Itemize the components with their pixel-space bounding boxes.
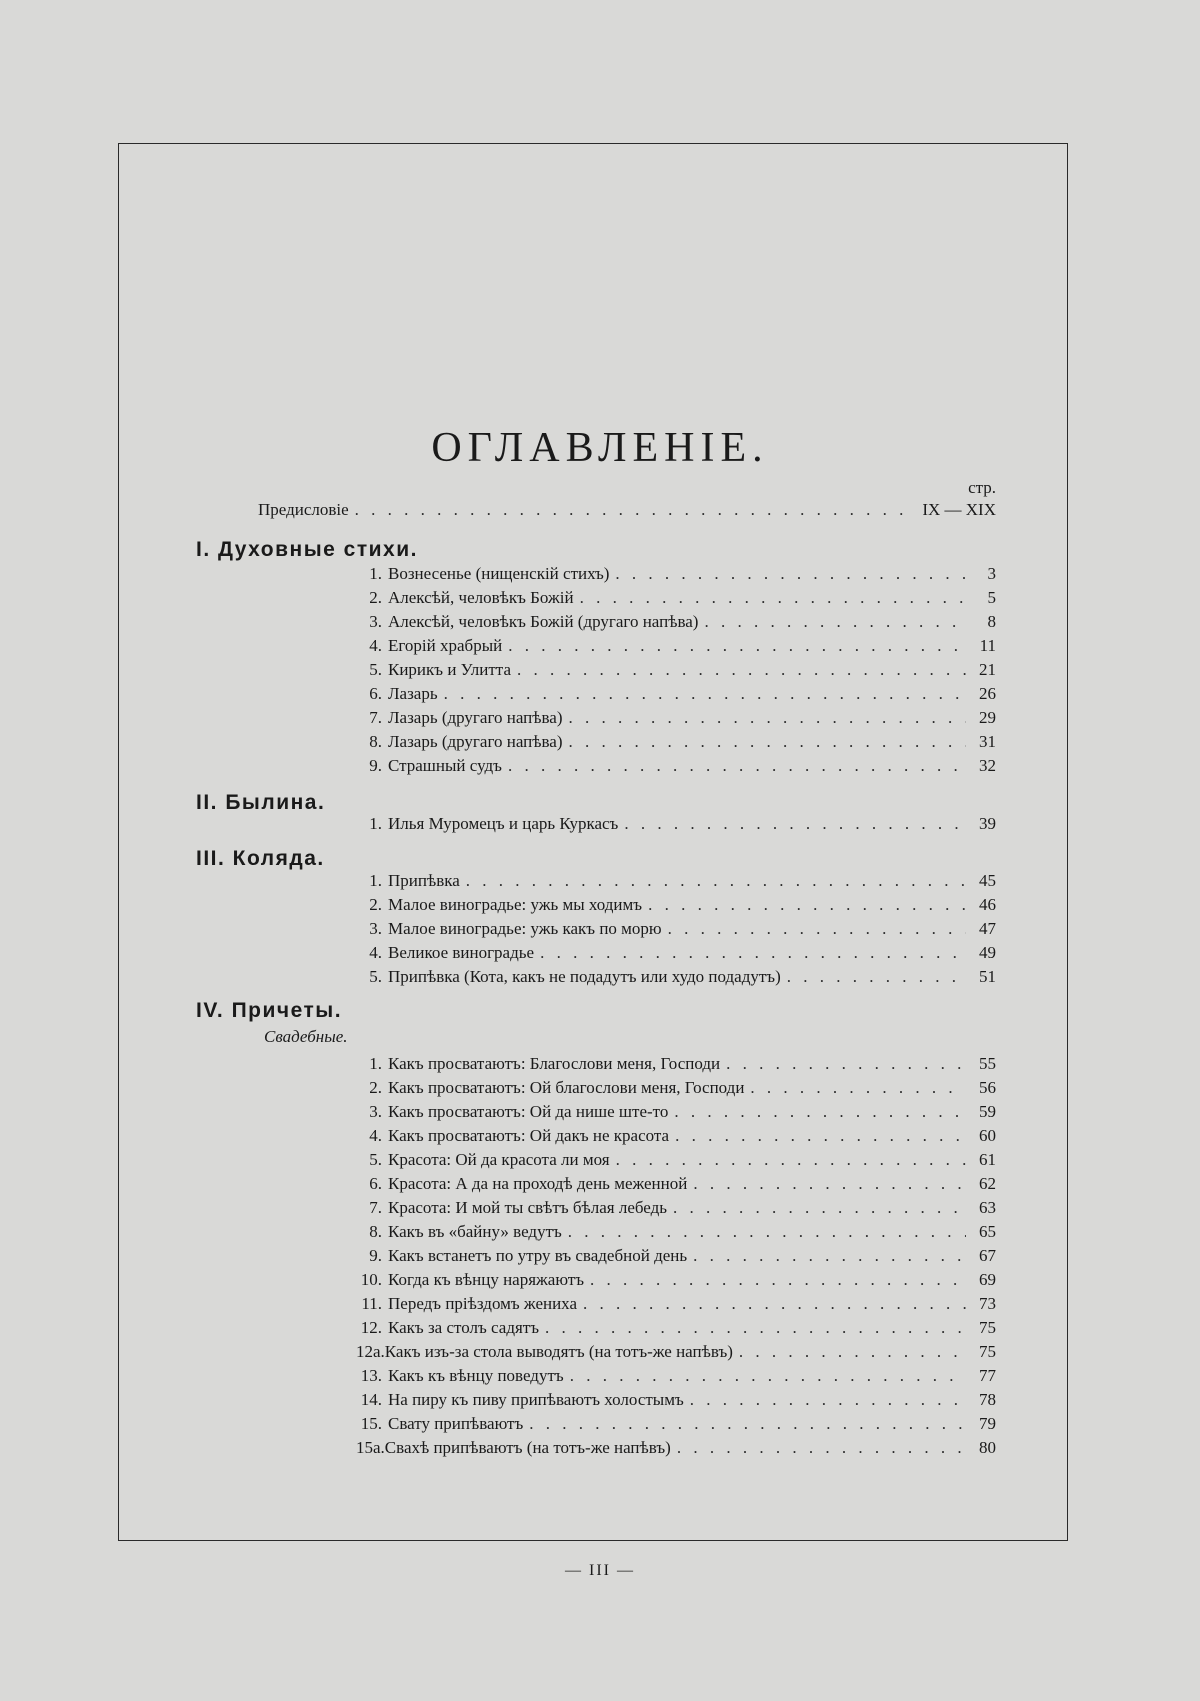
entry-page: 73 bbox=[979, 1294, 996, 1313]
entry-number: 5. bbox=[369, 967, 382, 986]
dot-leader bbox=[355, 499, 917, 521]
dot-leader bbox=[677, 1436, 966, 1460]
entry-number: 12а. bbox=[356, 1342, 385, 1361]
preface-entry bbox=[258, 499, 996, 521]
entry-number: 11. bbox=[361, 1294, 382, 1313]
dot-leader bbox=[590, 1268, 966, 1292]
dot-leader bbox=[580, 586, 966, 610]
dot-leader bbox=[624, 812, 966, 836]
dot-leader bbox=[693, 1244, 966, 1268]
toc-entry bbox=[356, 730, 996, 754]
entry-page: 65 bbox=[979, 1222, 996, 1241]
section-1-entries bbox=[356, 562, 996, 778]
toc-entry bbox=[356, 1148, 996, 1172]
entry-title: Красота: А да на проходѣ день меженной bbox=[388, 1174, 688, 1193]
dot-leader bbox=[693, 1172, 966, 1196]
section-heading-3: III. Коляда. bbox=[196, 847, 325, 870]
entry-title: Какъ изъ-за стола выводятъ (на тотъ-же напѣвъ) bbox=[384, 1342, 733, 1361]
toc-entry bbox=[356, 706, 996, 730]
entry-page: 47 bbox=[979, 919, 996, 938]
entry-page: 5 bbox=[987, 588, 996, 607]
entry-number: 7. bbox=[369, 1198, 382, 1217]
entry-title: Красота: Ой да красота ли моя bbox=[388, 1150, 610, 1169]
dot-leader bbox=[466, 869, 966, 893]
entry-title: Илья Муромецъ и царь Куркасъ bbox=[388, 814, 619, 833]
entry-page: 75 bbox=[979, 1318, 996, 1337]
entry-title: Красота: И мой ты свѣтъ бѣлая лебедь bbox=[388, 1198, 668, 1217]
toc-entry bbox=[356, 1340, 996, 1364]
entry-page: 62 bbox=[979, 1174, 996, 1193]
entry-number: 5. bbox=[369, 660, 382, 679]
entry-page: 56 bbox=[979, 1078, 996, 1097]
dot-leader bbox=[704, 610, 966, 634]
dot-leader bbox=[787, 965, 966, 989]
entry-number: 10. bbox=[360, 1270, 382, 1289]
dot-leader bbox=[668, 917, 966, 941]
subsection-heading: Свадебные. bbox=[264, 1027, 348, 1046]
entry-page: 59 bbox=[979, 1102, 996, 1121]
entry-title: Припѣвка (Кота, какъ не подадутъ или худо подадутъ) bbox=[388, 967, 781, 986]
section-4-entries bbox=[356, 1052, 996, 1460]
toc-entry bbox=[356, 965, 996, 989]
entry-title: Какъ просватаютъ: Ой благослови меня, Господи bbox=[388, 1078, 745, 1097]
entry-page: 55 bbox=[979, 1054, 996, 1073]
entry-number: 3. bbox=[369, 612, 382, 631]
dot-leader bbox=[545, 1316, 966, 1340]
entry-number: 2. bbox=[369, 895, 382, 914]
entry-number: 13. bbox=[360, 1366, 382, 1385]
toc-entry bbox=[356, 1244, 996, 1268]
entry-page: 32 bbox=[979, 756, 996, 775]
dot-leader bbox=[569, 730, 967, 754]
entry-page: 60 bbox=[979, 1126, 996, 1145]
dot-leader bbox=[674, 1100, 966, 1124]
toc-entry bbox=[356, 1220, 996, 1244]
toc-entry bbox=[356, 1268, 996, 1292]
entry-number: 1. bbox=[369, 564, 382, 583]
entry-page: 78 bbox=[979, 1390, 996, 1409]
toc-entry bbox=[356, 917, 996, 941]
section-heading-1: I. Духовные стихи. bbox=[196, 538, 418, 561]
entry-page: 75 bbox=[979, 1342, 996, 1361]
entry-number: 3. bbox=[369, 1102, 382, 1121]
dot-leader bbox=[739, 1340, 966, 1364]
toc-entry bbox=[356, 610, 996, 634]
toc-entry bbox=[356, 893, 996, 917]
entry-page: 46 bbox=[979, 895, 996, 914]
entry-page: 39 bbox=[979, 814, 996, 833]
entry-number: 7. bbox=[369, 708, 382, 727]
entry-number: 9. bbox=[369, 756, 382, 775]
entry-page: 67 bbox=[979, 1246, 996, 1265]
entry-title: Алексѣй, человѣкъ Божій bbox=[388, 588, 574, 607]
dot-leader bbox=[648, 893, 966, 917]
entry-number: 6. bbox=[369, 1174, 382, 1193]
page-number-folio: — III — bbox=[565, 1562, 635, 1579]
entry-page: 61 bbox=[979, 1150, 996, 1169]
dot-leader bbox=[569, 706, 967, 730]
entry-page: 3 bbox=[987, 564, 996, 583]
entry-title: Лазарь bbox=[388, 684, 438, 703]
entry-number: 3. bbox=[369, 919, 382, 938]
entry-title: Какъ къ вѣнцу поведутъ bbox=[388, 1366, 564, 1385]
entry-title: Когда къ вѣнцу наряжаютъ bbox=[388, 1270, 585, 1289]
dot-leader bbox=[508, 754, 966, 778]
page-title: ОГЛАВЛЕНІЕ. bbox=[431, 425, 769, 471]
toc-entry bbox=[356, 1292, 996, 1316]
entry-number: 5. bbox=[369, 1150, 382, 1169]
entry-title: Какъ встанетъ по утру въ свадебной день bbox=[388, 1246, 688, 1265]
toc-entry bbox=[356, 1412, 996, 1436]
entry-page: 29 bbox=[979, 708, 996, 727]
entry-number: 4. bbox=[369, 636, 382, 655]
toc-entry bbox=[356, 1100, 996, 1124]
dot-leader bbox=[444, 682, 966, 706]
entry-number: 8. bbox=[369, 732, 382, 751]
entry-title: Великое виноградье bbox=[388, 943, 535, 962]
entry-number: 2. bbox=[369, 1078, 382, 1097]
entry-number: 1. bbox=[369, 871, 382, 890]
toc-entry bbox=[356, 754, 996, 778]
toc-entry bbox=[356, 1196, 996, 1220]
entry-page: 69 bbox=[979, 1270, 996, 1289]
preface-text: Предисловіе bbox=[258, 500, 349, 519]
entry-number: 1. bbox=[369, 814, 382, 833]
toc-entry bbox=[356, 1436, 996, 1460]
entry-title: Егорій храбрый bbox=[388, 636, 503, 655]
entry-number: 9. bbox=[369, 1246, 382, 1265]
dot-leader bbox=[675, 1124, 966, 1148]
entry-page: 26 bbox=[979, 684, 996, 703]
entry-title: Свату припѣваютъ bbox=[388, 1414, 524, 1433]
dot-leader bbox=[517, 658, 966, 682]
toc-entry bbox=[356, 634, 996, 658]
dot-leader bbox=[570, 1364, 966, 1388]
entry-title: Лазарь (другаго напѣва) bbox=[388, 732, 563, 751]
toc-entry bbox=[356, 1124, 996, 1148]
entry-page: 63 bbox=[979, 1198, 996, 1217]
entry-title: Малое виноградье: ужь мы ходимъ bbox=[388, 895, 643, 914]
entry-title: Вознесенье (нищенскій стихъ) bbox=[388, 564, 610, 583]
dot-leader bbox=[750, 1076, 966, 1100]
entry-page: 80 bbox=[979, 1438, 996, 1457]
entry-title: Какъ въ «байну» ведутъ bbox=[388, 1222, 562, 1241]
entry-number: 8. bbox=[369, 1222, 382, 1241]
toc-entry bbox=[356, 941, 996, 965]
toc-entry bbox=[356, 1364, 996, 1388]
entry-title: Какъ просватаютъ: Ой дакъ не красота bbox=[388, 1126, 670, 1145]
dot-leader bbox=[540, 941, 966, 965]
entry-page: 8 bbox=[987, 612, 996, 631]
dot-leader bbox=[726, 1052, 966, 1076]
dot-leader bbox=[583, 1292, 966, 1316]
dot-leader bbox=[673, 1196, 966, 1220]
entry-page: 79 bbox=[979, 1414, 996, 1433]
entry-page: 45 bbox=[979, 871, 996, 890]
entry-title: Какъ просватаютъ: Благослови меня, Господи bbox=[388, 1054, 721, 1073]
toc-entry bbox=[356, 1316, 996, 1340]
entry-page: 49 bbox=[979, 943, 996, 962]
entry-title: Свахѣ припѣваютъ (на тотъ-же напѣвъ) bbox=[384, 1438, 671, 1457]
entry-title: Кирикъ и Улитта bbox=[388, 660, 511, 679]
toc-entry bbox=[356, 658, 996, 682]
preface-pages: IX — XIX bbox=[922, 500, 996, 519]
entry-title: Лазарь (другаго напѣва) bbox=[388, 708, 563, 727]
entry-number: 15. bbox=[360, 1414, 382, 1433]
section-3-entries bbox=[356, 869, 996, 989]
dot-leader bbox=[529, 1412, 966, 1436]
entry-title: Передъ пріѣздомъ жениха bbox=[388, 1294, 578, 1313]
toc-entry bbox=[356, 586, 996, 610]
entry-number: 12. bbox=[360, 1318, 382, 1337]
entry-number: 4. bbox=[369, 943, 382, 962]
toc-entry bbox=[356, 1388, 996, 1412]
entry-page: 51 bbox=[979, 967, 996, 986]
entry-number: 14. bbox=[360, 1390, 382, 1409]
toc-entry bbox=[356, 869, 996, 893]
entry-page: 31 bbox=[979, 732, 996, 751]
entry-number: 6. bbox=[369, 684, 382, 703]
entry-number: 2. bbox=[369, 588, 382, 607]
entry-number: 15а. bbox=[356, 1438, 385, 1457]
toc-entry bbox=[356, 1052, 996, 1076]
dot-leader bbox=[616, 1148, 966, 1172]
page-column-label: стр. bbox=[968, 478, 996, 497]
entry-title: Какъ за столъ садятъ bbox=[388, 1318, 540, 1337]
dot-leader bbox=[690, 1388, 966, 1412]
entry-page: 77 bbox=[979, 1366, 996, 1385]
toc-entry bbox=[356, 812, 996, 836]
entry-page: 11 bbox=[979, 636, 996, 655]
toc-entry bbox=[356, 562, 996, 586]
entry-title: Алексѣй, человѣкъ Божій (другаго напѣва) bbox=[388, 612, 699, 631]
dot-leader bbox=[615, 562, 966, 586]
entry-title: Припѣвка bbox=[388, 871, 460, 890]
dot-leader bbox=[568, 1220, 966, 1244]
section-heading-2: II. Былина. bbox=[196, 791, 326, 814]
entry-title: Какъ просватаютъ: Ой да нише ште-то bbox=[388, 1102, 669, 1121]
toc-entry bbox=[356, 1076, 996, 1100]
section-2-entries bbox=[356, 812, 996, 836]
toc-entry bbox=[356, 1172, 996, 1196]
entry-number: 4. bbox=[369, 1126, 382, 1145]
section-heading-4: IV. Причеты. bbox=[196, 999, 343, 1022]
entry-title: На пиру къ пиву припѣваютъ холостымъ bbox=[388, 1390, 684, 1409]
toc-entry bbox=[356, 682, 996, 706]
entry-title: Малое виноградье: ужь какъ по морю bbox=[388, 919, 662, 938]
entry-page: 21 bbox=[979, 660, 996, 679]
entry-title: Страшный судъ bbox=[388, 756, 502, 775]
dot-leader bbox=[508, 634, 966, 658]
entry-number: 1. bbox=[369, 1054, 382, 1073]
